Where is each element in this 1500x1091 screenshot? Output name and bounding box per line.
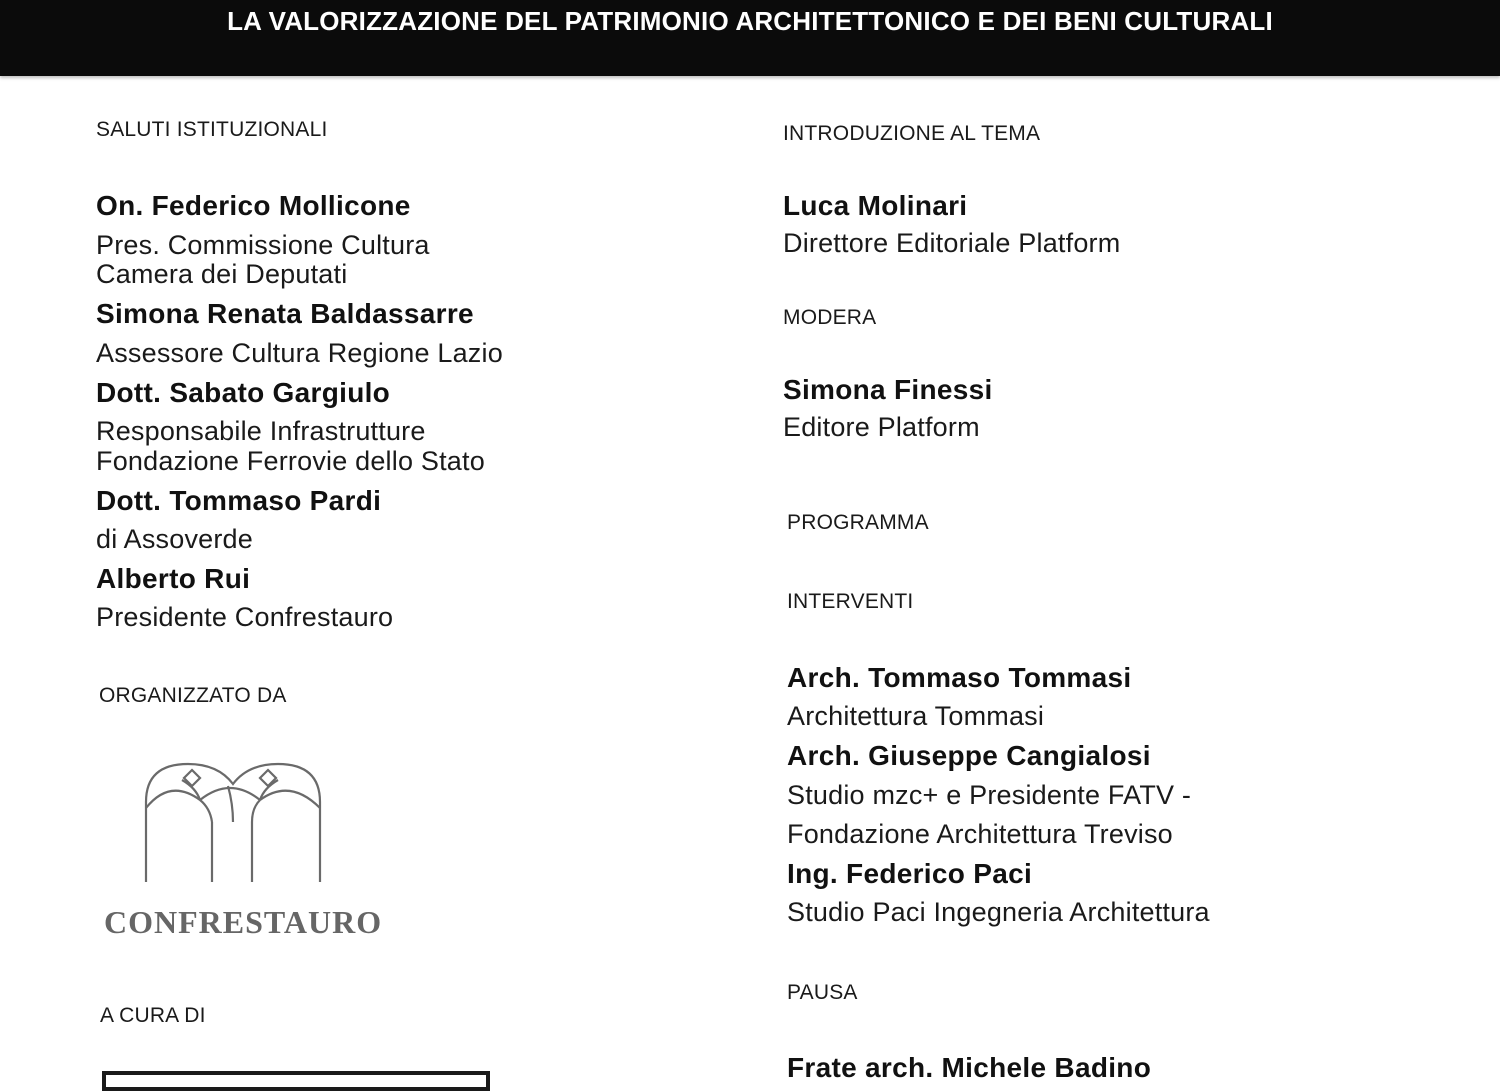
arches-icon <box>140 760 330 890</box>
event-title: LA VALORIZZAZIONE DEL PATRIMONIO ARCHITETTONICO E DEI BENI CULTURALI <box>227 6 1273 36</box>
confrestauro-logo <box>140 760 330 890</box>
moderator-name: Simona Finessi <box>783 374 993 405</box>
a-cura-label: A CURA DI <box>100 1004 206 1027</box>
speaker-role: Responsabile Infrastrutture <box>96 416 426 446</box>
header-banner <box>0 0 1500 76</box>
speaker-name: Dott. Sabato Gargiulo <box>96 377 391 408</box>
speaker-name: Frate arch. Michele Badino <box>787 1052 1152 1083</box>
organizzato-label: ORGANIZZATO DA <box>99 684 287 707</box>
moderator-role: Editore Platform <box>783 412 980 442</box>
speaker-name: Arch. Giuseppe Cangialosi <box>787 740 1151 771</box>
speaker-name: Ing. Federico Paci <box>787 858 1033 889</box>
speaker-role: Camera dei Deputati <box>96 259 348 289</box>
speaker-name: On. Federico Mollicone <box>96 190 411 221</box>
speaker-name: Dott. Tommaso Pardi <box>96 485 382 516</box>
saluti-label: SALUTI ISTITUZIONALI <box>96 118 328 141</box>
programma-label: PROGRAMMA <box>787 511 929 534</box>
modera-label: MODERA <box>783 306 877 329</box>
interventi-label: INTERVENTI <box>787 590 914 613</box>
speaker-name: Simona Renata Baldassarre <box>96 298 474 329</box>
intro-speaker-name: Luca Molinari <box>783 190 968 221</box>
speaker-role: Fondazione Ferrovie dello Stato <box>96 446 485 476</box>
intro-speaker-role: Direttore Editoriale Platform <box>783 228 1121 258</box>
confrestauro-logo-text: CONFRESTAURO <box>104 904 383 940</box>
speaker-role: Studio mzc+ e Presidente FATV - <box>787 780 1192 810</box>
speaker-role: Presidente Confrestauro <box>96 602 394 632</box>
pausa-label: PAUSA <box>787 981 858 1004</box>
speaker-role: Assessore Cultura Regione Lazio <box>96 338 503 368</box>
curator-logo-frame <box>102 1071 490 1091</box>
speaker-role: Architettura Tommasi <box>787 701 1045 731</box>
intro-label: INTRODUZIONE AL TEMA <box>783 122 1041 145</box>
speaker-role: di Assoverde <box>96 524 253 554</box>
speaker-role: Fondazione Architettura Treviso <box>787 819 1173 849</box>
speaker-name: Alberto Rui <box>96 563 251 594</box>
speaker-role: Studio Paci Ingegneria Architettura <box>787 897 1210 927</box>
speaker-role: Pres. Commissione Cultura <box>96 230 430 260</box>
speaker-name: Arch. Tommaso Tommasi <box>787 662 1132 693</box>
